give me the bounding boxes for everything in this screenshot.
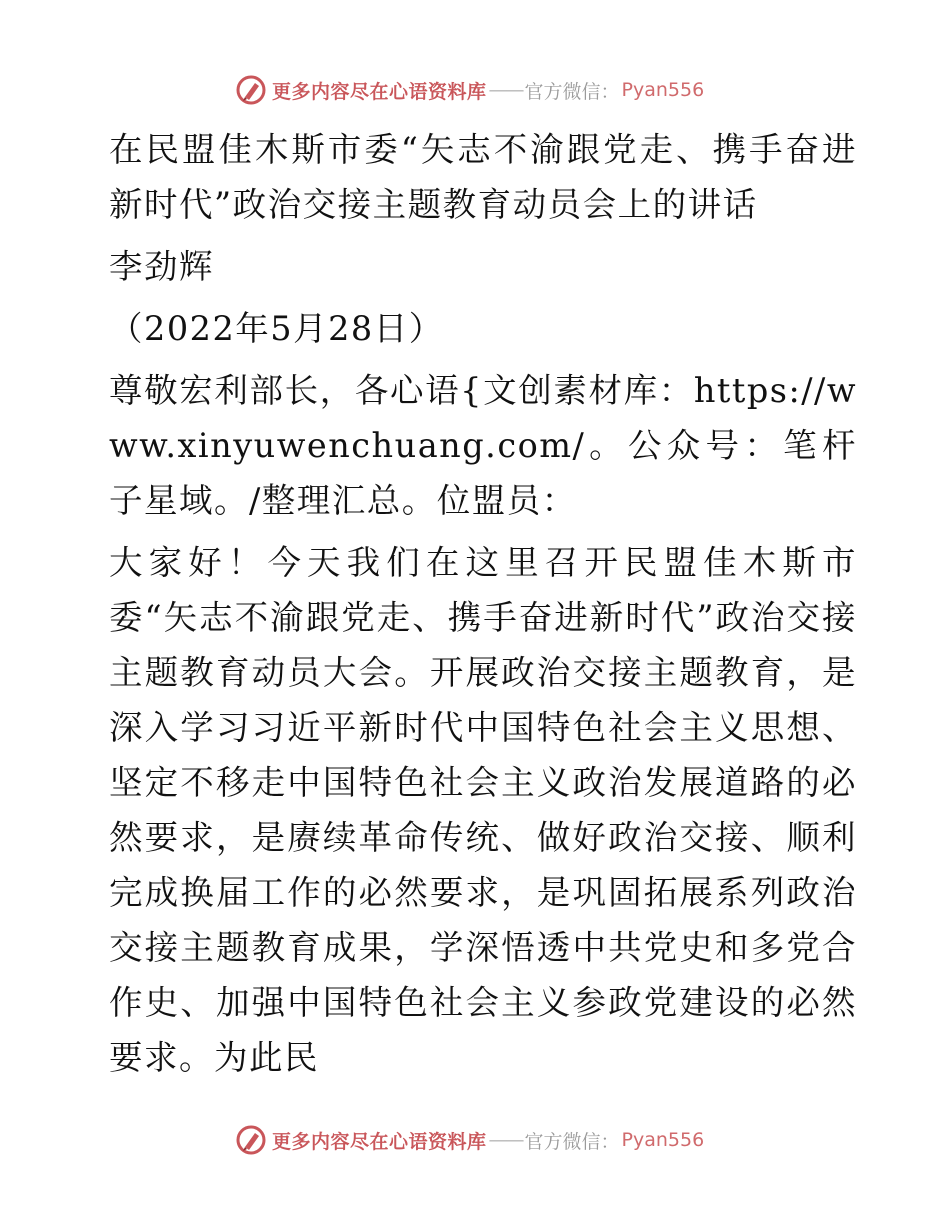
pen-logo-icon [236,75,266,105]
document-salutation: 尊敬宏利部长，各心语{文创素材库：https://www.xinyuwenchuang.com/。公众号：笔杆子星域。/整理汇总。位盟员： [109,371,857,520]
watermark-label: 官方微信： [524,1130,620,1153]
watermark-text: 更多内容尽在心语资料库 [272,80,487,103]
watermark-wechat-id: Pyan556 [621,79,705,101]
document-body [97,122,857,1085]
document-paragraph: 大家好！今天我们在这里召开民盟佳木斯市委“矢志不渝跟党走、携手奋进新时代”政治交接主题教育动员大会。开展政治交接主题教育，是深入学习习近平新时代中国特色社会主义思想、坚定不移走中国特色社会主义政治发展道路的必然要求，是赓续革命传统、做好政治交接、顺利完成换届工作的必然要求，是巩固拓展系列政治交接主题教育成果，学深悟透中共党史和多党合作史、加强中国特色社会主义参政党建设的必然要求。为此民 [109,543,857,1077]
pen-logo-icon [236,1125,266,1155]
watermark-label: 官方微信： [524,80,620,103]
document-date: （2022年5月28日） [109,309,444,348]
footer-watermark [236,1125,796,1155]
document-author: 李劲辉 [109,247,214,286]
watermark-wechat-id: Pyan556 [621,1129,705,1151]
header-watermark [236,75,796,105]
watermark-text: 更多内容尽在心语资料库 [272,1130,487,1153]
watermark-separator: —— [488,79,523,101]
document-title: 在民盟佳木斯市委“矢志不渝跟党走、携手奋进新时代”政治交接主题教育动员会上的讲话 [109,130,857,224]
watermark-separator: —— [488,1129,523,1151]
